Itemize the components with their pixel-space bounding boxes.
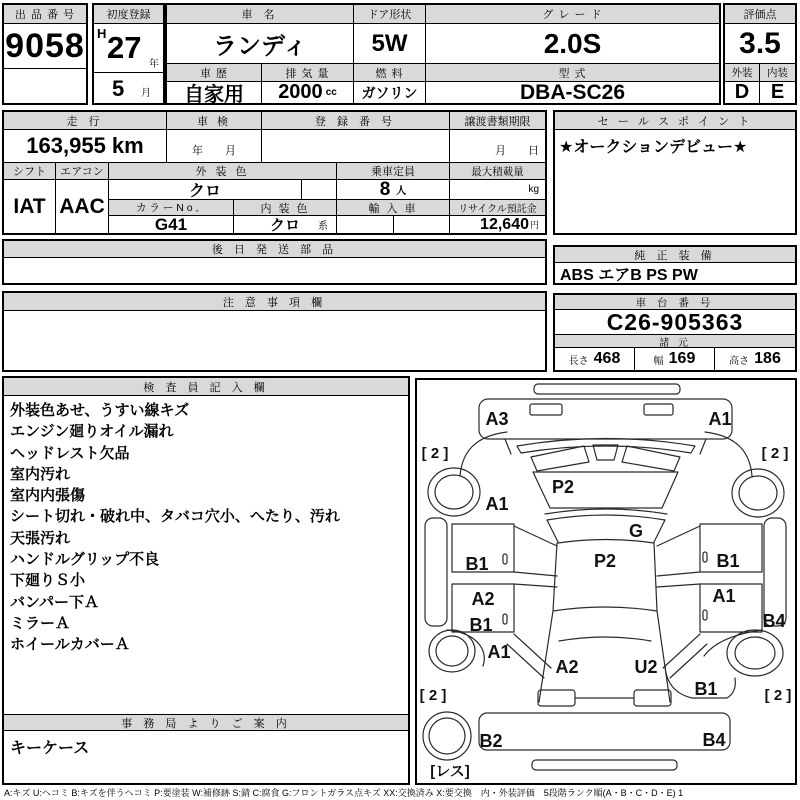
interior-grade-label: 内装 bbox=[760, 64, 795, 82]
diagram-label: A1 bbox=[708, 409, 732, 429]
displacement-unit: cc bbox=[325, 87, 337, 98]
oem-equipment-box bbox=[553, 245, 797, 285]
car-diagram-box bbox=[415, 378, 797, 785]
width-value: 169 bbox=[668, 350, 696, 367]
diagram-label: [ 2 ] bbox=[764, 687, 792, 704]
exterior-grade-value: D bbox=[725, 82, 760, 103]
inspector-notes-lines bbox=[4, 396, 408, 714]
auction-no-empty-cell bbox=[4, 69, 86, 103]
diagram-label: B4 bbox=[762, 611, 786, 631]
caution-label: 注 意 事 項 欄 bbox=[4, 293, 545, 311]
info-box bbox=[2, 110, 547, 235]
office-info-label: 事 務 局 よ り ご 案 内 bbox=[4, 714, 408, 731]
diagram-label: A2 bbox=[471, 589, 495, 609]
length-value: 468 bbox=[593, 350, 621, 367]
inspector-note-line: エンジン廻りオイル漏れ bbox=[10, 423, 174, 441]
imported-cell-1 bbox=[337, 216, 394, 233]
oem-equipment-value: ABS エアB PS PW bbox=[560, 266, 698, 283]
model-code-value: DBA-SC26 bbox=[519, 82, 626, 103]
first-reg-month-unit: 月 bbox=[141, 88, 151, 99]
diagram-label: A2 bbox=[555, 657, 579, 677]
dimension-length bbox=[555, 348, 635, 370]
auction-no-label: 出 品 番 号 bbox=[4, 5, 86, 24]
displacement-value-cell bbox=[262, 82, 354, 103]
diagram-label: P2 bbox=[593, 551, 617, 571]
diagram-label: B1 bbox=[465, 554, 489, 574]
caution-box bbox=[2, 291, 547, 372]
shift-value: IAT bbox=[4, 180, 56, 233]
interior-color-unit: 系 bbox=[318, 221, 328, 232]
dimension-width bbox=[635, 348, 715, 370]
transfer-docs-value: 月 日 bbox=[450, 130, 545, 163]
imported-cell-2 bbox=[394, 216, 450, 233]
inspector-note-line: ミラーＡ bbox=[10, 614, 71, 632]
inspector-note-line: バンパー下Ａ bbox=[10, 593, 99, 611]
history-value: 自家用 bbox=[167, 82, 262, 103]
recycle-deposit-unit: 円 bbox=[529, 220, 539, 230]
office-info-value: キーケース bbox=[10, 740, 90, 757]
diagram-label: [ 2 ] bbox=[421, 445, 449, 462]
diagram-label: [レス] bbox=[430, 763, 470, 780]
first-reg-month: 5 bbox=[112, 76, 125, 101]
diagram-label: A3 bbox=[485, 409, 509, 429]
exterior-color-label: 外 装 色 bbox=[109, 163, 337, 180]
vehicle-header-box bbox=[165, 3, 721, 105]
color-no-value: G41 bbox=[109, 216, 234, 233]
diagram-label: A1 bbox=[485, 494, 509, 514]
width-label: 幅 bbox=[653, 355, 664, 367]
sales-point-box bbox=[553, 110, 797, 235]
height-value: 186 bbox=[754, 350, 781, 367]
displacement-label: 排 気 量 bbox=[262, 64, 354, 82]
first-reg-era: H bbox=[97, 26, 107, 41]
shift-label: シフト bbox=[4, 163, 56, 180]
inspector-note-line: ホイールカバーＡ bbox=[10, 636, 130, 654]
height-label: 高さ bbox=[729, 355, 750, 367]
diagram-label: A1 bbox=[712, 586, 736, 606]
inspector-note-line: 天張汚れ bbox=[10, 529, 71, 547]
later-shipping-value bbox=[4, 258, 545, 283]
auction-no-value: 9058 bbox=[4, 24, 86, 69]
chassis-box bbox=[553, 293, 797, 372]
sales-point-value: ★オークションデビュー★ bbox=[559, 139, 748, 156]
later-shipping-label: 後 日 発 送 部 品 bbox=[4, 241, 545, 258]
caution-value bbox=[4, 311, 545, 370]
car-name-value: ランディ bbox=[167, 24, 354, 64]
door-shape-value: 5W bbox=[354, 24, 426, 64]
max-load-unit: kg bbox=[528, 184, 539, 195]
first-reg-year: 27 bbox=[107, 30, 142, 65]
inspector-note-line: 室内汚れ bbox=[10, 465, 71, 483]
inspector-note-line: 下廻りＳ小 bbox=[10, 572, 86, 590]
legend-text: A:キズ U:ヘコミ B:キズを伴うヘコミ P:要塗装 W:補修跡 S:錆 C:腐食 G:フロントガラス点キズ XX:交換済み X:要交換 内・外装評価 5段階ランク順(A・B・C・D・E) 1 bbox=[4, 788, 684, 798]
interior-grade-value: E bbox=[770, 82, 785, 103]
fuel-label: 燃 料 bbox=[354, 64, 426, 82]
inspector-notes-label: 検 査 員 記 入 欄 bbox=[4, 378, 408, 396]
imported-label: 輸 入 車 bbox=[337, 200, 450, 216]
aircon-value: AAC bbox=[56, 180, 109, 233]
score-value: 3.5 bbox=[725, 24, 795, 64]
dimension-height bbox=[715, 348, 795, 370]
diagram-label: B1 bbox=[716, 551, 740, 571]
diagram-label: B1 bbox=[694, 679, 718, 699]
diagram-label: [ 2 ] bbox=[761, 445, 789, 462]
capacity-value: 8 bbox=[379, 180, 391, 200]
recycle-deposit-label: リサイクル預託金 bbox=[450, 200, 545, 216]
reg-no-label: 登 録 番 号 bbox=[262, 112, 450, 130]
car-diagram-svg bbox=[417, 380, 795, 783]
inspector-note-line: 外装色あせ、うすい線キズ bbox=[10, 402, 190, 419]
diagram-label: B2 bbox=[479, 731, 503, 751]
diagram-label: P2 bbox=[551, 477, 575, 497]
score-label: 評価点 bbox=[725, 5, 795, 24]
grade-label: グ レ ー ド bbox=[426, 5, 719, 24]
first-reg-label: 初度登録 bbox=[94, 5, 163, 24]
reg-no-value bbox=[262, 130, 450, 163]
displacement-value: 2000 bbox=[278, 82, 323, 103]
interior-color-label: 内 装 色 bbox=[234, 200, 337, 216]
max-load-label: 最大積載量 bbox=[450, 163, 545, 180]
chassis-no-value: C26-905363 bbox=[555, 310, 795, 335]
shaken-value: 年 月 bbox=[167, 130, 262, 163]
diagram-label: [ 2 ] bbox=[419, 687, 447, 704]
grade-value: 2.0S bbox=[426, 24, 719, 64]
length-label: 長さ bbox=[568, 355, 589, 367]
inspector-note-line: シート切れ・破れ中、タバコ穴小、へたり、汚れ bbox=[10, 508, 340, 526]
exterior-grade-label: 外装 bbox=[725, 64, 760, 82]
diagram-label: B1 bbox=[469, 615, 493, 635]
fuel-value: ガソリン bbox=[354, 82, 426, 103]
inspector-note-line: ヘッドレスト欠品 bbox=[10, 444, 130, 462]
chassis-no-label: 車 台 番 号 bbox=[555, 295, 795, 310]
oem-equipment-label: 純 正 装 備 bbox=[555, 247, 795, 263]
interior-color-cell bbox=[234, 216, 337, 233]
later-shipping-box bbox=[2, 239, 547, 285]
first-reg-year-unit: 年 bbox=[149, 59, 159, 70]
mileage-value: 163,955 km bbox=[4, 130, 167, 163]
max-load-cell bbox=[450, 180, 545, 200]
shaken-label: 車 検 bbox=[167, 112, 262, 130]
recycle-deposit-cell bbox=[450, 216, 545, 233]
recycle-deposit-value: 12,640 bbox=[480, 216, 529, 233]
inspector-notes-box bbox=[2, 376, 410, 785]
capacity-unit: 人 bbox=[396, 186, 407, 197]
exterior-color-extra-cell bbox=[302, 180, 337, 200]
diagram-label: G bbox=[628, 521, 644, 541]
first-reg-month-cell bbox=[94, 73, 163, 103]
door-shape-label: ドア形状 bbox=[354, 5, 426, 24]
first-registration-box bbox=[92, 3, 165, 105]
capacity-cell bbox=[337, 180, 450, 200]
inspector-note-line: ハンドルグリップ不良 bbox=[10, 551, 160, 569]
diagram-labels bbox=[420, 409, 792, 780]
diagram-label: A1 bbox=[487, 642, 511, 662]
car-name-label: 車 名 bbox=[167, 5, 354, 24]
color-no-label: カ ラ ー N o ． bbox=[109, 200, 234, 216]
capacity-label: 乗車定員 bbox=[337, 163, 450, 180]
first-reg-year-cell bbox=[94, 24, 163, 73]
score-box bbox=[723, 3, 797, 105]
transfer-docs-label: 譲渡書類期限 bbox=[450, 112, 545, 130]
interior-color-value: クロ bbox=[269, 217, 300, 233]
exterior-color-value: クロ bbox=[109, 180, 302, 200]
dimensions-label: 諸 元 bbox=[555, 335, 795, 348]
aircon-label: エアコン bbox=[56, 163, 109, 180]
inspector-note-line: 室内内張傷 bbox=[10, 487, 86, 505]
model-code-label: 型 式 bbox=[426, 64, 719, 82]
diagram-label: U2 bbox=[634, 657, 658, 677]
history-label: 車 歴 bbox=[167, 64, 262, 82]
diagram-label: B4 bbox=[702, 730, 726, 750]
mileage-label: 走 行 bbox=[4, 112, 167, 130]
sales-point-label: セ ー ル ス ポ イ ン ト bbox=[555, 112, 795, 130]
auction-no-box bbox=[2, 3, 88, 105]
